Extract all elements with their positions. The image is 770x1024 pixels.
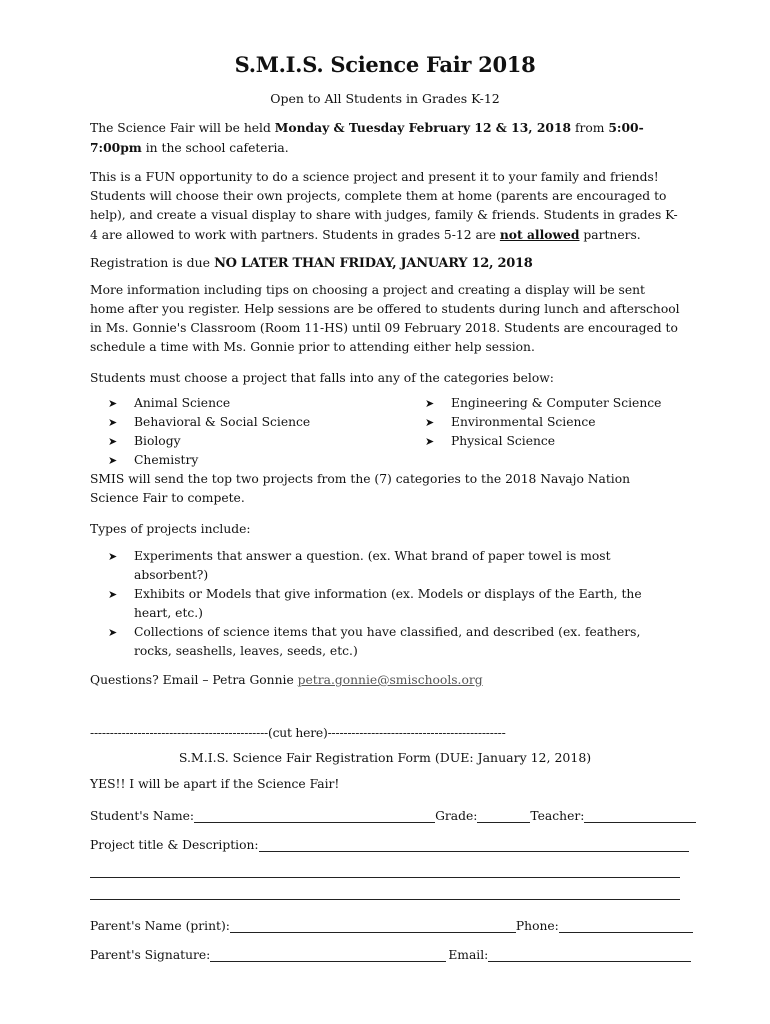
categories-list <box>90 394 680 470</box>
form-yes-statement: YES!! I will be apart if the Science Fair! <box>90 777 340 791</box>
list-item <box>108 413 425 432</box>
project-field[interactable] <box>259 837 689 852</box>
list-item <box>108 547 680 585</box>
list-item <box>108 623 680 661</box>
fair-time: 5:00-7:00pm <box>90 120 644 155</box>
arrow-bullet-icon: ➤ <box>108 416 118 429</box>
project-row <box>90 833 680 852</box>
description-end: partners. <box>579 228 641 242</box>
parent-row <box>90 914 680 933</box>
not-allowed-emphasis: not allowed <box>499 227 580 242</box>
signature-label: Parent's Signature: <box>90 948 211 962</box>
list-item <box>108 585 680 623</box>
questions-line <box>90 671 680 690</box>
email-field[interactable] <box>488 947 691 962</box>
category-label: Chemistry <box>134 453 199 467</box>
student-name-field[interactable] <box>194 808 435 823</box>
intro-text: The Science Fair will be held <box>90 121 275 135</box>
teacher-field[interactable] <box>584 808 696 823</box>
registration-paragraph <box>90 253 680 273</box>
category-label: Environmental Science <box>451 415 596 429</box>
list-item <box>425 394 685 413</box>
list-item <box>425 413 685 432</box>
arrow-bullet-icon: ➤ <box>108 397 118 410</box>
student-row <box>90 804 680 823</box>
signature-row <box>90 943 680 962</box>
arrow-bullet-icon: ➤ <box>425 435 435 448</box>
categories-left-column <box>108 394 425 470</box>
student-name-label: Student's Name: <box>90 809 195 823</box>
list-item <box>108 394 425 413</box>
grade-field[interactable] <box>477 808 530 823</box>
type-label: Exhibits or Models that give information (ex. Models or displays of the Earth, the heart, etc.) <box>134 587 642 620</box>
page-title: S.M.I.S. Science Fair 2018 <box>234 52 536 77</box>
types-intro: Types of projects include: <box>90 522 251 536</box>
list-item <box>108 432 425 451</box>
fair-dates: Monday & Tuesday February 12 & 13, 2018 <box>274 120 572 135</box>
cut-line: ---------------------------------------------(cut here)--------------------------------------------- <box>90 726 506 740</box>
questions-label: Questions? Email – Petra Gonnie <box>90 673 298 687</box>
project-description-line[interactable] <box>90 876 680 878</box>
category-label: Engineering & Computer Science <box>451 396 662 410</box>
arrow-bullet-icon: ➤ <box>425 397 435 410</box>
type-label: Experiments that answer a question. (ex. What brand of paper towel is most absorbent?) <box>134 549 611 582</box>
arrow-bullet-icon: ➤ <box>108 626 118 639</box>
teacher-label: Teacher: <box>530 809 585 823</box>
arrow-bullet-icon: ➤ <box>425 416 435 429</box>
list-item <box>108 451 425 470</box>
parent-name-field[interactable] <box>230 918 516 933</box>
arrow-bullet-icon: ➤ <box>108 454 118 467</box>
contact-email-link[interactable]: petra.gonnie@smischools.org <box>297 673 483 687</box>
category-label: Physical Science <box>451 434 556 448</box>
email-label: Email: <box>448 948 489 962</box>
project-label: Project title & Description: <box>90 838 259 852</box>
registration-text: Registration is due <box>90 255 215 270</box>
parent-name-label: Parent's Name (print): <box>90 919 230 933</box>
arrow-bullet-icon: ➤ <box>108 588 118 601</box>
types-list <box>90 547 680 661</box>
arrow-bullet-icon: ➤ <box>108 435 118 448</box>
type-label: Collections of science items that you have classified, and described (ex. feathers, rocks, seashells, leaves, seeds, etc.) <box>134 625 641 658</box>
subtitle: Open to All Students in Grades K-12 <box>270 91 500 106</box>
categories-intro: Students must choose a project that falls into any of the categories below: <box>90 371 554 385</box>
intro-location: in the school cafeteria. <box>141 141 289 155</box>
arrow-bullet-icon: ➤ <box>108 550 118 563</box>
category-label: Biology <box>134 434 181 448</box>
signature-field[interactable] <box>210 947 446 962</box>
list-item <box>425 432 685 451</box>
category-label: Animal Science <box>134 396 231 410</box>
smis-note: SMIS will send the top two projects from the (7) categories to the 2018 Navajo Nation Science Fair to compete. <box>90 472 631 505</box>
info-paragraph: More information including tips on choosing a project and creating a display will be sent home after you register. Help sessions are be offered to students during lunch and afterschool in Ms. Gonnie's Classroom (Room 11-HS) until 09 February 2018. Students are encouraged to schedule a time with Ms. Gonnie prior to attending either help session. <box>90 283 680 354</box>
grade-label: Grade: <box>435 809 478 823</box>
phone-label: Phone: <box>515 919 559 933</box>
form-title: S.M.I.S. Science Fair Registration Form (DUE: January 12, 2018) <box>178 750 592 765</box>
categories-right-column <box>425 394 685 470</box>
phone-field[interactable] <box>559 918 693 933</box>
description-text: This is a FUN opportunity to do a science project and present it to your family and friends! Students will choose their own projects, complete them at home (parents are encouraged to help), and create a visual display to share with judges, family & friends. Students in grades K-4 are allowed to work with partners. Students in grades 5-12 are <box>90 170 678 242</box>
category-label: Behavioral & Social Science <box>134 415 311 429</box>
project-description-line[interactable] <box>90 898 680 900</box>
description-paragraph <box>90 168 680 245</box>
intro-paragraph <box>90 118 680 158</box>
registration-deadline: NO LATER THAN FRIDAY, JANUARY 12, 2018 <box>214 256 533 271</box>
intro-from: from <box>571 121 609 135</box>
